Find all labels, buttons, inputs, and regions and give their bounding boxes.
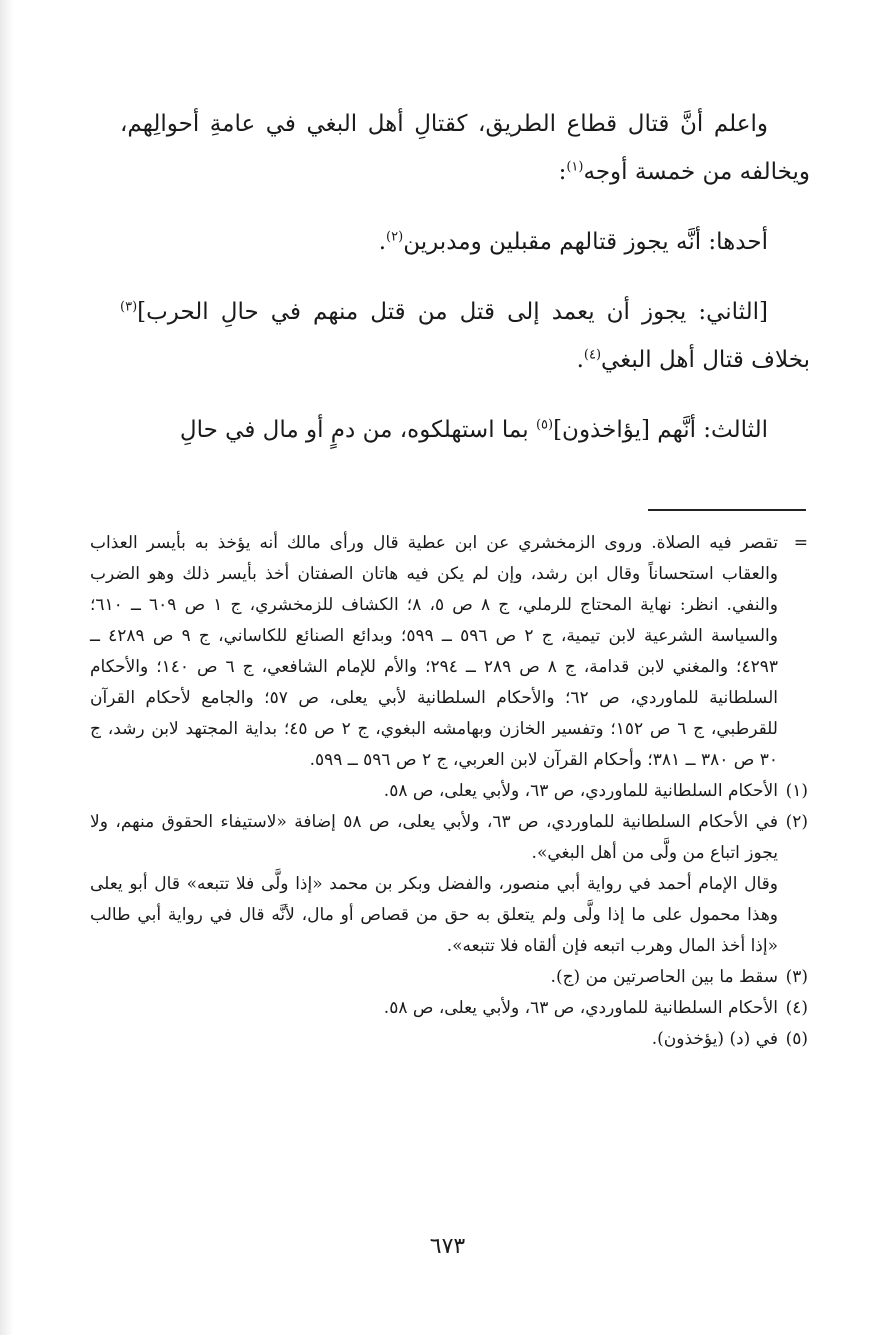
paragraph-first-point	[120, 218, 810, 266]
page-number: ٦٧٣	[429, 1234, 466, 1259]
footnotes	[90, 528, 808, 1055]
footnote-text: وقال الإمام أحمد في رواية أبي منصور، والفضل وبكر بن محمد «إذا ولَّى فلا تتبعه» قال أبو يعلى وهذا محمول على ما إذا ولَّى ولم يتعلق به حق من قصاص أو مال، لأنَّه قال في رواية أبي طالب «إذا أخذ المال وهرب اتبعه فإن ألقاه فلا تتبعه».	[90, 874, 778, 956]
footnote-separator	[648, 509, 806, 511]
paragraph-intro	[120, 100, 810, 196]
third-point-text: الثالث: أنَّهم [يؤاخذون]	[553, 417, 768, 443]
footnote-4	[90, 993, 808, 1024]
paragraph-second-point	[120, 288, 810, 384]
footnote-ref-2[interactable]: (٢)	[386, 229, 404, 245]
paragraph-intro-line1: واعلم أنَّ قتال قطاع الطريق، كقتالِ أهل البغي في عامةِ أحوالِهم،	[120, 111, 768, 137]
continuation-mark: =	[793, 533, 808, 553]
footnote-mark: (٢)	[785, 812, 808, 832]
third-point-continuation: بما استهلكوه، من دمٍ أو مال في حالِ	[179, 417, 536, 443]
footnote-3	[90, 962, 808, 993]
punctuation: .	[378, 229, 387, 255]
footnote-ref-4[interactable]: (٤)	[583, 347, 602, 363]
footnote-2	[90, 807, 808, 869]
paragraph-third-point	[120, 406, 810, 454]
footnote-continuation-text: تقصر فيه الصلاة. وروى الزمخشري عن ابن عطية قال ورأى مالك أنه يؤخذ به بأيسر العذاب والعقاب استحساناً وقال ابن رشد، وإن لم يكن فيه هاتان الصفتان أخذ بأيسر ذلك وهو الضرب والنفي. انظر: نهاية المحتاج للرملي، ج ٨ ص ٥، ٨؛ الكشاف للزمخشري، ج ١ ص ٦٠٩ ــ ٦١٠؛ والسياسة الشرعية لابن تيمية، ج ٢ ص ٥٩٦ ــ ٥٩٩؛ وبدائع الصنائع للكاساني، ج ٩ ص ٤٢٨٩ ــ ٤٢٩٣؛ والمغني لابن قدامة، ج ٨ ص ٢٨٩ ــ ٢٩٤؛ والأم للإمام الشافعي، ج ٦ ص ١٤٠؛ والأحكام السلطانية للماوردي، ص ٦٢؛ والأحكام السلطانية لأبي يعلى، ص ٥٧؛ والجامع لأحكام القرآن للقرطبي، ج ٦ ص ١٥٢؛ وتفسير الخازن وبهامشه البغوي، ج ٢ ص ٤٥؛ بداية المجتهد لابن رشد، ج ٣٠ ص ٣٨٠ ــ ٣٨١؛ وأحكام القرآن لابن العربي، ج ٢ ص ٥٩٦ ــ ٥٩٩.	[90, 533, 778, 770]
footnote-ref-5[interactable]: (٥)	[535, 417, 554, 433]
footnote-mark: (١)	[785, 781, 808, 801]
main-text	[120, 100, 810, 454]
footnote-text: الأحكام السلطانية للماوردي، ص ٦٣، ولأبي يعلى، ص ٥٨.	[383, 998, 778, 1018]
scan-edge-shadow	[0, 0, 14, 1335]
footnote-5	[90, 1024, 808, 1055]
footnote-text: في الأحكام السلطانية للماوردي، ص ٦٣، ولأبي يعلى، ص ٥٨ إضافة «لاستيفاء الحقوق منهم، ولا يجوز اتباع من ولَّى من أهل البغي».	[90, 812, 778, 863]
punctuation: :	[558, 159, 567, 185]
footnote-continuation	[90, 528, 808, 776]
footnote-text: الأحكام السلطانية للماوردي، ص ٦٣، ولأبي يعلى، ص ٥٨.	[383, 781, 778, 801]
footnote-1	[90, 776, 808, 807]
second-point-line2: بخلاف قتال أهل البغي	[601, 347, 810, 373]
footnote-text: في (د) (يؤخذون).	[651, 1029, 778, 1049]
second-point-line1: [الثاني: يجوز أن يعمد إلى قتل من قتل منهم في حالِ الحرب]	[137, 299, 768, 325]
punctuation: .	[576, 347, 584, 373]
footnote-mark: (٤)	[785, 998, 808, 1018]
footnote-ref-3[interactable]: (٣)	[120, 299, 138, 315]
footnote-mark: (٥)	[785, 1029, 808, 1049]
paragraph-intro-line2: ويخالفه من خمسة أوجه	[583, 159, 810, 185]
first-point-text: أحدها: أنَّه يجوز قتالهم مقبلين ومدبرين	[403, 229, 768, 255]
footnote-2-continued	[90, 869, 808, 962]
footnote-ref-1[interactable]: (١)	[566, 159, 584, 175]
footnote-mark: (٣)	[785, 967, 808, 987]
footnote-text: سقط ما بين الحاصرتين من (ج).	[550, 967, 778, 987]
